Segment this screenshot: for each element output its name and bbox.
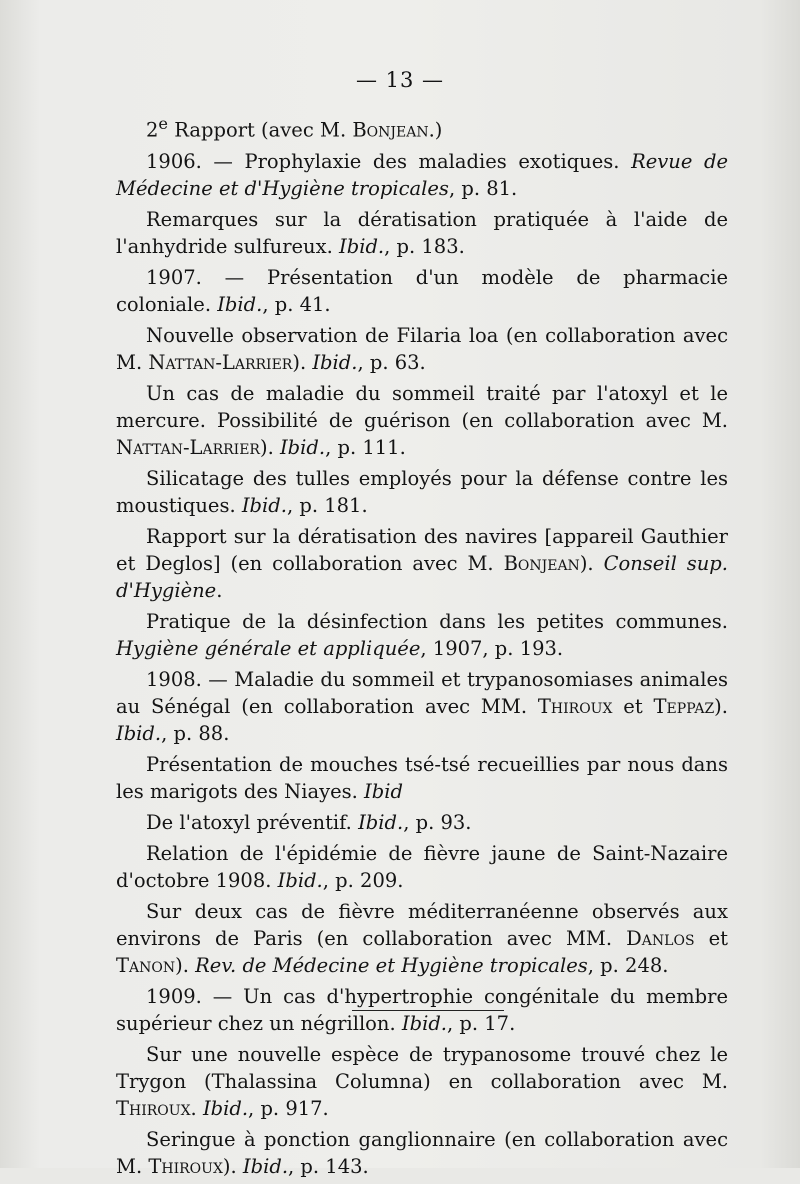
- bibliography-entry: De l'atoxyl préventif. Ibid., p. 93.: [146, 810, 472, 834]
- bibliography-entry: Sur deux cas de fièvre méditerranéenne observés aux environs de Paris (en collaboration avec MM. Danlos et Tanon). Rev. de Médecine et Hygiène tropicales, p. 248.: [116, 899, 728, 977]
- journal-title: Ibid.: [358, 810, 404, 834]
- author-name: Bonjean: [503, 551, 580, 575]
- author-name: Bonjean: [352, 118, 429, 142]
- journal-title: Rev. de Médecine et Hygiène tropicales: [195, 953, 588, 977]
- journal-title: Ibid.: [242, 1154, 289, 1178]
- bibliography-list: [116, 110, 728, 1184]
- journal-title: Ibid.: [339, 234, 385, 258]
- author-name: Tanon: [116, 953, 176, 977]
- journal-title: Ibid.: [312, 350, 358, 374]
- bibliography-entry: 1907. — Présentation d'un modèle de pharmacie coloniale. Ibid., p. 41.: [116, 265, 728, 316]
- bibliography-entry: Seringue à ponction ganglionnaire (en collaboration avec M. Thiroux). Ibid., p. 143.: [116, 1127, 728, 1178]
- bibliography-entry: 1909. — Un cas d'hypertrophie congénitale du membre supérieur chez un négrillon. Ibid., p. 17.: [116, 984, 728, 1035]
- journal-title: Ibid.: [217, 292, 263, 316]
- journal-title: Ibid.: [202, 1096, 249, 1120]
- journal-title: Ibid.: [279, 435, 326, 459]
- author-name: Thiroux: [148, 1154, 223, 1178]
- journal-title: Ibid.: [401, 1011, 447, 1035]
- author-name: Nattan-Larrier: [116, 435, 260, 459]
- author-name: Thiroux: [116, 1096, 191, 1120]
- bibliography-entry: 2e Rapport (avec M. Bonjean.): [146, 114, 443, 142]
- bibliography-entry: Pratique de la désinfection dans les petites communes. Hygiène générale et appliquée, 1907, p. 193.: [116, 609, 728, 660]
- journal-title: Revue de Médecine et d'Hygiène tropicales: [116, 149, 728, 200]
- bibliography-entry: Sur une nouvelle espèce de trypanosome trouvé chez le Trygon (Thalassina Columna) en collaboration avec M. Thiroux. Ibid., p. 917.: [116, 1042, 728, 1120]
- journal-title: Conseil sup. d'Hygiène: [116, 551, 728, 602]
- bibliography-entry: Rapport sur la dératisation des navires [appareil Gauthier et Deglos] (en collaboration avec M. Bonjean). Conseil sup. d'Hygiène.: [116, 524, 728, 602]
- page-number: — 13 —: [355, 68, 445, 92]
- journal-title: Ibid: [364, 779, 403, 803]
- author-name: Teppaz: [653, 694, 715, 718]
- bibliography-entry: Un cas de maladie du sommeil traité par l'atoxyl et le mercure. Possibilité de guérison (en collaboration avec M. Nattan-Larrier). Ibid., p. 111.: [116, 381, 728, 459]
- bibliography-entry: Silicatage des tulles employés pour la défense contre les moustiques. Ibid., p. 181.: [116, 466, 728, 517]
- bibliography-entry: Présentation de mouches tsé-tsé recueillies par nous dans les marigots des Niayes. Ibid: [116, 752, 728, 803]
- bibliography-entry: 1908. — Maladie du sommeil et trypanosomiases animales au Sénégal (en collaboration avec MM. Thiroux et Teppaz). Ibid., p. 88.: [116, 667, 728, 745]
- bibliography-entry: Nouvelle observation de Filaria loa (en collaboration avec M. Nattan-Larrier). Ibid., p. 63.: [116, 323, 728, 374]
- bibliography-entry: Remarques sur la dératisation pratiquée à l'aide de l'anhydride sulfureux. Ibid., p. 183.: [116, 207, 728, 258]
- end-rule: [352, 1010, 504, 1011]
- journal-title: Hygiène générale et appliquée: [116, 636, 421, 660]
- journal-title: Ibid.: [241, 493, 287, 517]
- journal-title: Ibid.: [277, 868, 323, 892]
- bibliography-entry: 1906. — Prophylaxie des maladies exotiques. Revue de Médecine et d'Hygiène tropicales, p. 81.: [116, 149, 728, 200]
- author-name: Thiroux: [537, 694, 613, 718]
- author-name: Nattan-Larrier: [148, 350, 293, 374]
- journal-title: Ibid.: [116, 721, 162, 745]
- author-name: Danlos: [626, 926, 695, 950]
- bibliography-entry: Relation de l'épidémie de fièvre jaune de Saint-Nazaire d'octobre 1908. Ibid., p. 209.: [116, 841, 728, 892]
